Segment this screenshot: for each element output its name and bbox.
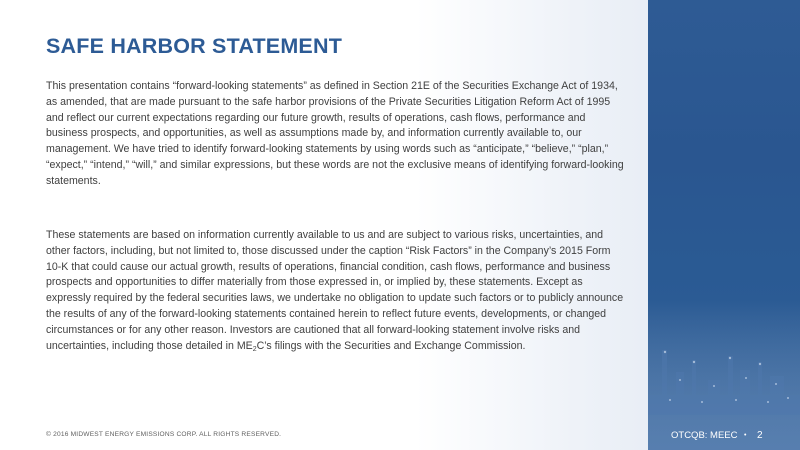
paragraph-2-ending: ’s filings with the Securities and Exchange Commission. — [264, 339, 526, 352]
side-panel-power-plant-image — [648, 0, 800, 450]
stock-ticker: OTCQB: MEEC — [671, 430, 738, 441]
slide-title: SAFE HARBOR STATEMENT — [46, 34, 343, 58]
company-abbrev-suffix: C — [256, 339, 265, 352]
safe-harbor-paragraph-2 — [46, 228, 626, 354]
page-number: 2 — [757, 430, 763, 441]
footer-bullet: • — [744, 432, 747, 439]
paragraph-2-text: These statements are based on information currently available to us and are subject to various risks, uncertainties, and other factors, including, but not limited to, those discussed under the caption “Risk Factors” in the Company’s 2015 Form 10-K that could cause our actual growth, results of operations, financial condition, cash flows, performance and business prospects and opportunities to differ materially from those expressed in, or implied by, these statements. Except as expressly required by the federal securities laws, we undertake no obligation to update such factors or to publicly announce the results of any of the forward-looking statements contained herein to reflect future events, developments, or changed circumstances or for any other reason. Investors are cautioned that all forward-looking statement involve risks and uncertainties, including those detailed in — [46, 229, 624, 352]
company-abbrev-prefix: ME — [236, 339, 253, 352]
company-abbrev-subscript: 2 — [252, 345, 257, 353]
copyright-notice: © 2016 MIDWEST ENERGY EMISSIONS CORP. ALL RIGHTS RESERVED. — [46, 431, 282, 438]
power-plant-silhouette — [648, 0, 800, 450]
safe-harbor-paragraph-1: This presentation contains “forward-looking statements” as defined in Section 21E of the Securities Exchange Act of 1934, as amended, that are made pursuant to the safe harbor provisions of the Private Securities Litigation Reform Act of 1995 and reflect our current expectations regarding our future growth, results of operations, cash flows, performance and business prospects, and opportunities, as well as assumptions made by, and information currently available to, our management. We have tried to identify forward-looking statements by using words such as “anticipate,” “believe,” “plan,” “expect,” “intend,” “will,” and similar expressions, but these words are not the exclusive means of identifying forward-looking statements. — [46, 80, 624, 187]
